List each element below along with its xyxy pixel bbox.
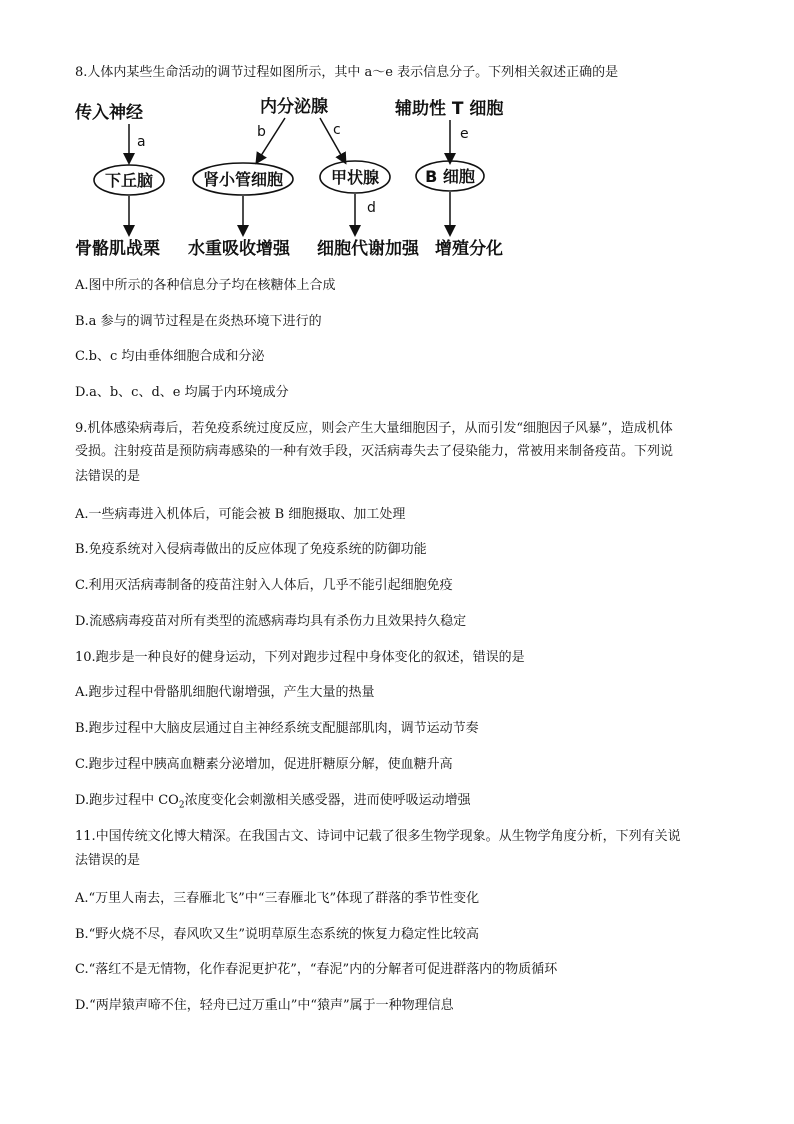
q9-option-d: D.流感病毒疫苗对所有类型的流感病毒均具有杀伤力且效果持久稳定 [75, 614, 467, 629]
q10-option-d-post: 浓度变化会刺激相关感受器，进而使呼吸运动增强 [184, 793, 471, 808]
q9-option-c: C.利用灭活病毒制备的疫苗注射入人体后，几乎不能引起细胞免疫 [75, 578, 453, 593]
q11-option-d: D.“两岸猿声啼不住，轻舟已过万重山”中“猿声”属于一种物理信息 [75, 998, 454, 1013]
q10-option-a: A.跑步过程中骨骼肌细胞代谢增强，产生大量的热量 [75, 685, 375, 700]
q11-option-a: A.“万里人南去，三春雁北飞”中“三春雁北飞”体现了群落的季节性变化 [75, 891, 480, 906]
signal-b-label: b [257, 124, 266, 140]
effect-metabolism: 细胞代谢加强 [317, 239, 419, 259]
q9-stem-line-1: 9.机体感染病毒后，若免疫系统过度反应，则会产生大量细胞因子，从而引发“细胞因子风暴”，造成机体 [75, 421, 673, 436]
regulation-diagram [75, 96, 515, 266]
q10-stem: 10.跑步是一种良好的健身运动，下列对跑步过程中身体变化的叙述，错误的是 [75, 650, 525, 665]
effect-water-reabsorption: 水重吸收增强 [188, 239, 290, 259]
signal-a-label: a [137, 134, 146, 150]
q8-option-c: C.b、c 均由垂体细胞合成和分泌 [75, 349, 265, 364]
q10-option-c: C.跑步过程中胰高血糖素分泌增加，促进肝糖原分解，使血糖升高 [75, 757, 453, 772]
cell-thyroid: 甲状腺 [330, 168, 380, 187]
q10-option-b: B.跑步过程中大脑皮层通过自主神经系统支配腿部肌肉，调节运动节奏 [75, 721, 479, 736]
effect-shivering: 骨骼肌战栗 [75, 239, 160, 259]
question-8-stem: 8.人体内某些生命活动的调节过程如图所示，其中 a～e 表示信息分子。下列相关叙述正确的是 [75, 65, 619, 80]
source-endocrine-gland: 内分泌腺 [260, 97, 328, 117]
q9-stem-line-2: 受损。注射疫苗是预防病毒感染的一种有效手段，灭活病毒失去了侵染能力，常被用来制备疫苗。下列说 [75, 444, 674, 459]
signal-e-label: e [460, 126, 469, 142]
q10-option-d-pre: D.跑步过程中 CO [75, 793, 179, 808]
signal-c-label: c [333, 122, 341, 138]
q10-option-d [75, 792, 471, 815]
q11-option-c: C.“落红不是无情物，化作春泥更护花”，“春泥”内的分解者可促进群落内的物质循环 [75, 962, 558, 977]
q9-option-a: A.一些病毒进入机体后，可能会被 B 细胞摄取、加工处理 [75, 507, 406, 522]
source-afferent-nerve: 传入神经 [75, 103, 143, 123]
q11-stem-line-2: 法错误的是 [75, 853, 141, 868]
signal-d-label: d [367, 200, 376, 216]
q9-stem-line-3: 法错误的是 [75, 469, 141, 484]
q8-option-b: B.a 参与的调节过程是在炎热环境下进行的 [75, 314, 322, 329]
source-helper-t-cell: 辅助性 T 细胞 [395, 99, 504, 119]
cell-b-cell: B 细胞 [425, 167, 475, 186]
effect-proliferation: 增殖分化 [435, 239, 503, 259]
cell-renal-tubule: 肾小管细胞 [202, 170, 284, 189]
q10-option-d-sub: 2 [178, 800, 185, 811]
cell-hypothalamus: 下丘脑 [104, 171, 154, 190]
q8-option-a: A.图中所示的各种信息分子均在核糖体上合成 [75, 278, 336, 293]
q8-option-d: D.a、b、c、d、e 均属于内环境成分 [75, 385, 289, 400]
q11-option-b: B.“野火烧不尽，春风吹又生”说明草原生态系统的恢复力稳定性比较高 [75, 927, 479, 942]
q9-option-b: B.免疫系统对入侵病毒做出的反应体现了免疫系统的防御功能 [75, 542, 427, 557]
q11-stem-line-1: 11.中国传统文化博大精深。在我国古文、诗词中记载了很多生物学现象。从生物学角度分析，下列有关说 [75, 829, 681, 844]
